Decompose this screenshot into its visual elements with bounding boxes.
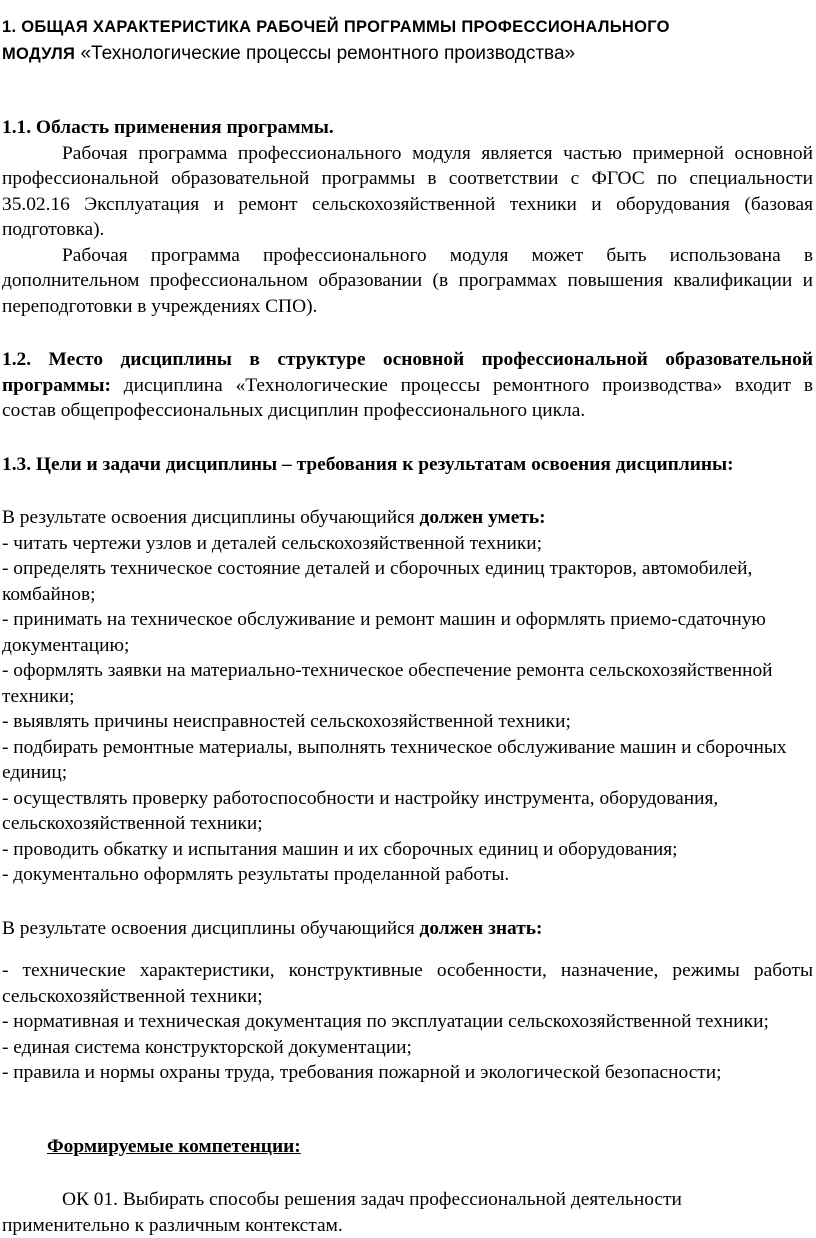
- list-item: - подбирать ремонтные материалы, выполнять техническое обслуживание машин и сборочных единиц;: [2, 736, 787, 783]
- title-line-1: [2, 14, 813, 40]
- title-line-2: [2, 40, 813, 67]
- list-item: - правила и нормы охраны труда, требования пожарной и экологической безопасности;: [2, 1062, 722, 1083]
- competencies-paragraph: [2, 1134, 813, 1160]
- competencies-heading: Формируемые компетенции:: [47, 1135, 301, 1157]
- competency-ok01: ОК 01. Выбирать способы решения задач профессиональной деятельности применительно к различным контекстам.: [2, 1189, 682, 1236]
- knowledge-intro-text: В результате освоения дисциплины обучающийся: [2, 917, 420, 939]
- title-module-word: МОДУЛЯ: [2, 45, 76, 63]
- section-1-3-heading: 1.3. Цели и задачи дисциплины – требования к результатам освоения дисциплины:: [2, 453, 734, 475]
- list-item: - оформлять заявки на материально-техническое обеспечение ремонта сельскохозяйственной техники;: [2, 660, 773, 707]
- title-line-1-text: 1. ОБЩАЯ ХАРАКТЕРИСТИКА РАБОЧЕЙ ПРОГРАММЫ ПРОФЕССИОНАЛЬНОГО: [2, 18, 670, 36]
- list-item: - выявлять причины неисправностей сельскохозяйственной техники;: [2, 711, 571, 732]
- skills-list: [2, 531, 813, 888]
- page-title: [2, 14, 813, 67]
- list-item: - нормативная и техническая документация по эксплуатации сельскохозяйственной техники;: [2, 1011, 769, 1032]
- title-module-name: «Технологические процессы ремонтного производства»: [75, 43, 576, 64]
- section-1-1-paragraph-1: Рабочая программа профессионального модуля является частью примерной основной профессиональной образовательной программы в соответствии с ФГОС по специальности 35.02.16 Эксплуатация и ремонт сельскохозяйственной техники и оборудования (базовая подготовка).: [2, 142, 813, 240]
- list-item: - технические характеристики, конструктивные особенности, назначение, режимы работы сельскохозяйственной техники;: [2, 960, 813, 1007]
- section-1-1-paragraph-2: Рабочая программа профессионального модуля может быть использована в дополнительном профессиональном образовании (в программах повышения квалификации и переподготовки в учреждениях СПО).: [2, 244, 813, 317]
- section-1-1-heading: 1.1. Область применения программы.: [2, 117, 334, 138]
- knowledge-intro-bold: должен знать:: [419, 917, 543, 939]
- list-item: - единая система конструкторской документации;: [2, 1036, 412, 1058]
- section-1-2-paragraph: [2, 347, 813, 424]
- skills-intro-bold: должен уметь:: [419, 507, 546, 528]
- section-1-2-heading: 1.2. Место дисциплины в структуре основной профессиональной образовательной программы:: [2, 349, 813, 396]
- knowledge-intro: [2, 916, 813, 942]
- list-item: - документально оформлять результаты проделанной работы.: [2, 864, 510, 885]
- section-1-2-text: дисциплина «Технологические процессы ремонтного производства» входит в состав общепрофессиональных дисциплин профессионального цикла.: [2, 374, 813, 421]
- list-item: - принимать на техническое обслуживание и ремонт машин и оформлять приемо-сдаточную документацию;: [2, 609, 766, 656]
- knowledge-list: [2, 958, 813, 1086]
- list-item: - осуществлять проверку работоспособности и настройку инструмента, оборудования, сельскохозяйственной техники;: [2, 787, 719, 834]
- list-item: - читать чертежи узлов и деталей сельскохозяйственной техники;: [2, 532, 543, 554]
- list-item: - определять техническое состояние деталей и сборочных единиц тракторов, автомобилей, комбайнов;: [2, 558, 753, 605]
- skills-intro-text: В результате освоения дисциплины обучающийся: [2, 507, 420, 528]
- skills-intro: [2, 505, 813, 531]
- list-item: - проводить обкатку и испытания машин и их сборочных единиц и оборудования;: [2, 838, 678, 860]
